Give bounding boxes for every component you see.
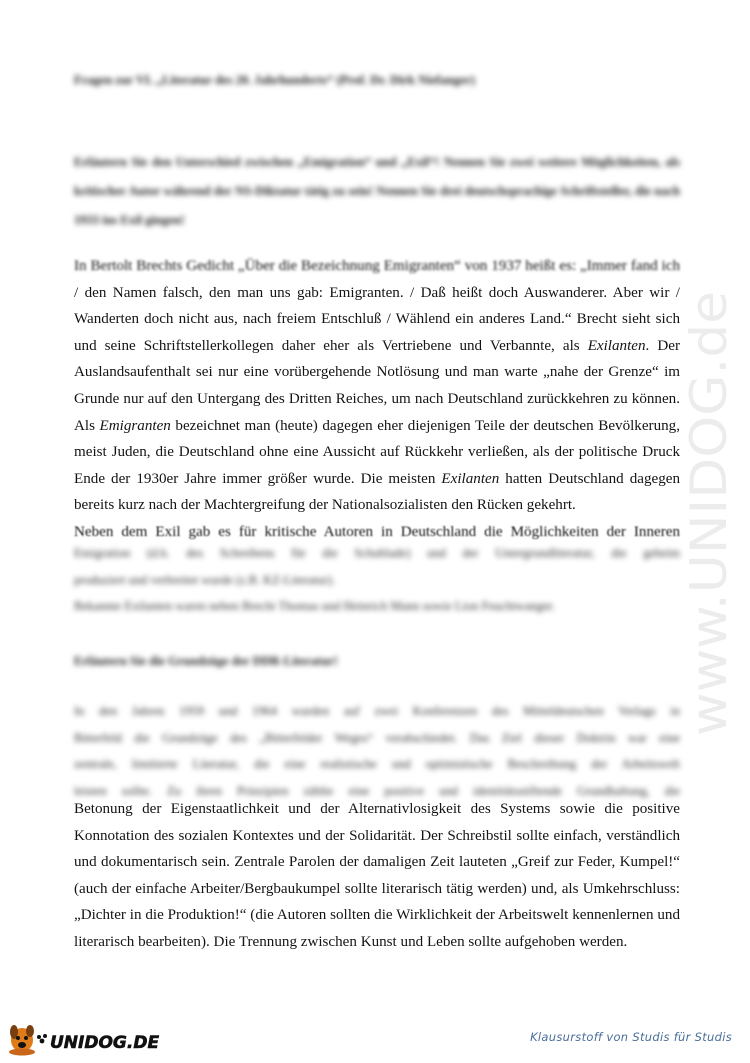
blurred-line: In den Jahren 1959 und 1964 wurden auf zwei Konferenzen des Mitteldeutschen Verlags in [74, 704, 680, 718]
answer-2-line: „Dichter in die Produktion!“ (die Autoren sollten die Wirklichkeit der Arbeitswelt kennenlernen und [74, 907, 680, 924]
answer-1-line: Grunde nur auf den Untergang des Dritten Reiches, um nach Deutschland zurückkehren zu können. [74, 390, 680, 407]
blurred-line: Bekannte Exilanten waren neben Brecht Thomas und Heinrich Mann sowie Lion Feuchtwanger. [74, 599, 555, 613]
blurred-line: leisten sollte. Zu ihren Prinzipien zählte eine positive und identitätsstiftende Grundhaltung, die [74, 783, 680, 798]
answer-1-line: Wanderten doch nicht aus, nach freiem Entschluß / Wählend ein anderes Land.“ Brecht sieht sich [74, 311, 680, 328]
answer-2-line: literarisch bearbeiten). Die Trennung zwischen Kunst und Leben sollte aufgehoben werden. [74, 933, 628, 950]
blurred-line: Bitterfeld die Grundzüge des „Bitterfelder Weges“ verabschiedet. Das Ziel dieser Doktrin war eine [74, 730, 680, 745]
answer-2-text [74, 796, 680, 956]
answer-1-line: Als Emigranten bezeichnet man (heute) dagegen eher diejenigen Teile der deutschen Bevölkerung, [74, 417, 680, 434]
blurred-line: zentrale, limitierte Literatur, die eine realistische und optimistische Beschreibung der Arbeitswelt [74, 757, 680, 771]
answer-1-line: / den Namen falsch, den man uns gab: Emigranten. / Daß heißt doch Auswanderer. Aber wir / [74, 284, 680, 301]
unidog-logo [6, 1018, 166, 1058]
answer-1-line: bereits kurz nach der Machtergreifung der Nationalsozialisten den Rücken gekehrt. [74, 497, 576, 514]
page-title: Fragen zur VL „Literatur des 20. Jahrhunderts“ (Prof. Dr. Dirk Niefanger) [74, 73, 476, 87]
answer-1-line: meist Juden, die Deutschland ohne eine Aussicht auf Rückkehr verließen, als der politische Druck [74, 444, 680, 461]
answer-2-line: (auch der einfache Arbeiter/Bergbaukumpel sollte literarisch tätig werden) und, als Umkehrschluss: [74, 880, 680, 897]
answer-2-line: und dokumentarisch sein. Zentrale Parolen der damaligen Zeit lauteten „Greif zur Feder, Kumpel!“ [74, 854, 680, 871]
answer-1-line: Auslandsaufenthalt sei nur eine vorübergehende Notlösung und man warte „nahe der Grenze“ im [74, 364, 680, 381]
svg-text:www.UNIDOG.de: www.UNIDOG.de [680, 318, 738, 736]
watermark [668, 284, 748, 744]
answer-1-line: und seine Schriftstellerkollegen daher eher als Vertriebene und Verbannte, als Exilanten. Der [74, 337, 680, 354]
question-2-heading: Erläutern Sie die Grundzüge der DDR-Literatur! [74, 654, 338, 668]
answer-2-blurred [74, 698, 680, 804]
answer-2-line: Konnotation des sozialen Kontextes und der Solidarität. Der Schreibstil sollte einfach, verständlich [74, 827, 680, 844]
answer-1-line: Ende der 1930er Jahre immer größer wurde. Die meisten Exilanten hatten Deutschland dagegen [74, 470, 680, 487]
answer-1-text [74, 253, 680, 546]
question-1-heading: Erläutern Sie den Unterschied zwischen „Emigration“ und „Exil“! Nennen Sie zwei weitere Möglichkeiten, als kritischer Autor während der NS-Diktatur tätig zu sein! Nennen Sie drei deutschsprachige Schriftsteller, die nach 1933 ins Exil gingen! [74, 155, 680, 227]
footer-tagline: Klausurstoff von Studis für Studis [530, 1030, 732, 1044]
svg-text:UNIDOG.DE: UNIDOG.DE [50, 1033, 160, 1053]
dog-icon [9, 1025, 35, 1056]
answer-2-line: Betonung der Eigenstaatlichkeit und der Alternativlosigkeit des Systems sowie die positive [74, 801, 680, 817]
answer-1-line: In Bertolt Brechts Gedicht „Über die Bezeichnung Emigranten“ von 1937 heißt es: „Immer fand ich [74, 258, 680, 274]
answer-1-blurred [74, 540, 680, 620]
blurred-line: Emigration (d.h. des Schreibens für die Schublade) und der Untergrundliteratur, die geheim [74, 546, 680, 560]
answer-1-line: Neben dem Exil gab es für kritische Autoren in Deutschland die Möglichkeiten der Inneren [74, 523, 680, 540]
blurred-line: produziert und verbreitet wurde (z.B. KZ-Literatur). [74, 572, 336, 587]
